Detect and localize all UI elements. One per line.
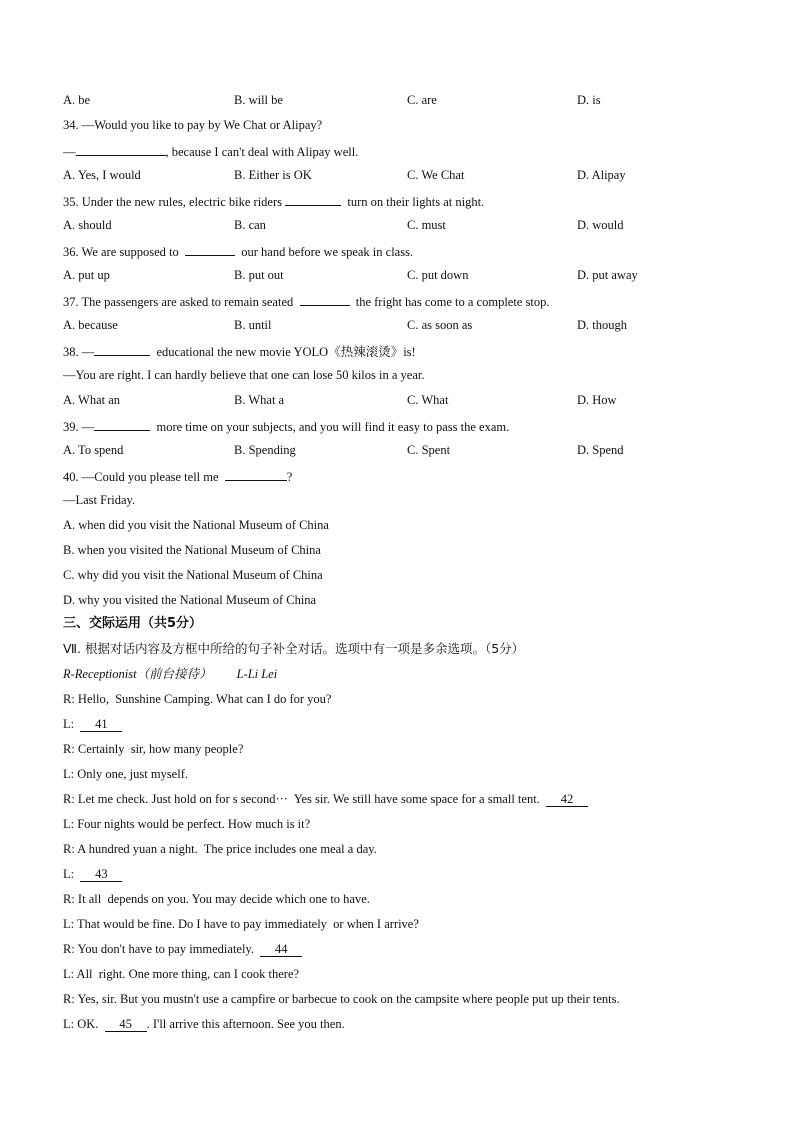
option-b[interactable]: B. What a — [234, 393, 285, 407]
option-a[interactable]: A. To spend — [63, 443, 124, 457]
q35-text-post: turn on their lights at night. — [347, 195, 485, 209]
role-li-lei: L-Li Lei — [236, 667, 278, 681]
dialogue-line: L: All right. One more thing, can I cook there? — [63, 967, 300, 981]
q40-option-b[interactable]: B. when you visited the National Museum of China — [63, 543, 321, 557]
option-c[interactable]: C. are — [407, 93, 437, 107]
option-d[interactable]: D. put away — [577, 268, 638, 282]
speaker-label: L: — [63, 867, 75, 881]
dialogue-line: R: Yes, sir. But you mustn't use a campfire or barbecue to cook on the campsite where people put up their tents. — [63, 992, 620, 1006]
dialogue-text: R: Let me check. Just hold on for s second··· Yes sir. We still have some space for a small tent. — [63, 792, 540, 806]
answer-blank[interactable] — [300, 292, 350, 306]
q40-text-post: ? — [286, 470, 293, 484]
option-a[interactable]: A. because — [63, 318, 118, 332]
dialogue-line — [63, 866, 122, 882]
q36-text-pre: 36. We are supposed to — [63, 245, 179, 259]
dialogue-text: R: You don't have to pay immediately. — [63, 942, 255, 956]
option-c[interactable]: C. must — [407, 218, 446, 232]
option-a[interactable]: A. be — [63, 93, 91, 107]
dialogue-line — [63, 791, 588, 807]
q37-stem — [63, 292, 549, 310]
option-c[interactable]: C. Spent — [407, 443, 451, 457]
q40-option-a[interactable]: A. when did you visit the National Museum of China — [63, 518, 329, 532]
dialogue-line — [63, 716, 122, 732]
answer-blank[interactable] — [94, 417, 150, 431]
dialogue-line: R: Hello, Sunshine Camping. What can I do for you? — [63, 692, 332, 706]
dialogue-line: R: Certainly sir, how many people? — [63, 742, 244, 756]
option-a[interactable]: A. put up — [63, 268, 110, 282]
blank-43[interactable]: 43 — [80, 867, 122, 882]
q38-reply: —You are right. I can hardly believe that one can lose 50 kilos in a year. — [63, 368, 425, 382]
option-c[interactable]: C. What — [407, 393, 449, 407]
dialogue-line: L: That would be fine. Do I have to pay immediately or when I arrive? — [63, 917, 419, 931]
option-d[interactable]: D. though — [577, 318, 627, 332]
option-b[interactable]: B. Spending — [234, 443, 296, 457]
q35-text-pre: 35. Under the new rules, electric bike riders — [63, 195, 283, 209]
q34-reply: — , because I can't deal with Alipay well. — [63, 142, 358, 160]
option-d[interactable]: D. would — [577, 218, 624, 232]
answer-blank[interactable] — [76, 142, 166, 156]
blank-41[interactable]: 41 — [80, 717, 122, 732]
section-instruction: Ⅶ. 根据对话内容及方框中所给的句子补全对话。选项中有一项是多余选项。（5分） — [63, 641, 525, 656]
option-d[interactable]: D. is — [577, 93, 601, 107]
q37-text-post: the fright has come to a complete stop. — [355, 295, 550, 309]
blank-45[interactable]: 45 — [105, 1017, 147, 1032]
q38-text-post: educational the new movie YOLO《热辣滚烫》is! — [156, 345, 416, 359]
answer-blank[interactable] — [94, 342, 150, 356]
option-b[interactable]: B. until — [234, 318, 272, 332]
option-b[interactable]: B. can — [234, 218, 266, 232]
dialogue-text: . I'll arrive this afternoon. See you then. — [146, 1017, 345, 1031]
q36-stem — [63, 242, 413, 260]
q40-reply: —Last Friday. — [63, 493, 136, 507]
q34-stem: 34. —Would you like to pay by We Chat or Alipay? — [63, 118, 323, 132]
role-legend — [63, 666, 277, 682]
q39-text-pre: 39. — — [63, 420, 95, 434]
option-b[interactable]: B. will be — [234, 93, 283, 107]
answer-blank[interactable] — [225, 467, 287, 481]
answer-blank[interactable] — [285, 192, 341, 206]
option-c[interactable]: C. as soon as — [407, 318, 473, 332]
option-c[interactable]: C. We Chat — [407, 168, 465, 182]
option-a[interactable]: A. should — [63, 218, 112, 232]
q39-text-post: more time on your subjects, and you will find it easy to pass the exam. — [156, 420, 510, 434]
dialogue-line — [63, 941, 302, 957]
speaker-label: L: — [63, 717, 75, 731]
q40-text-pre: 40. —Could you please tell me — [63, 470, 219, 484]
q39-stem — [63, 417, 509, 435]
option-c[interactable]: C. put down — [407, 268, 469, 282]
option-d[interactable]: D. How — [577, 393, 617, 407]
q40-stem — [63, 467, 292, 485]
dialogue-line: L: Four nights would be perfect. How much is it? — [63, 817, 311, 831]
dialogue-line: L: Only one, just myself. — [63, 767, 188, 781]
option-a[interactable]: A. What an — [63, 393, 121, 407]
dialogue-line: R: A hundred yuan a night. The price includes one meal a day. — [63, 842, 377, 856]
answer-blank[interactable] — [185, 242, 235, 256]
option-d[interactable]: D. Alipay — [577, 168, 626, 182]
option-d[interactable]: D. Spend — [577, 443, 624, 457]
speaker-label: L: OK. — [63, 1017, 99, 1031]
q38-stem — [63, 342, 416, 360]
blank-42[interactable]: 42 — [546, 792, 588, 807]
role-receptionist: R-Receptionist（前台接待） — [63, 667, 212, 681]
dialogue-line — [63, 1016, 345, 1032]
q35-stem — [63, 192, 484, 210]
q38-text-pre: 38. — — [63, 345, 95, 359]
option-b[interactable]: B. Either is OK — [234, 168, 312, 182]
q36-text-post: our hand before we speak in class. — [241, 245, 414, 259]
section-heading: 三、交际运用（共5分） — [63, 616, 203, 631]
q40-option-c[interactable]: C. why did you visit the National Museum of China — [63, 568, 323, 582]
blank-44[interactable]: 44 — [260, 942, 302, 957]
dialogue-line: R: It all depends on you. You may decide which one to have. — [63, 892, 370, 906]
q37-text-pre: 37. The passengers are asked to remain seated — [63, 295, 294, 309]
option-a[interactable]: A. Yes, I would — [63, 168, 141, 182]
q34-reply-text: , because I can't deal with Alipay well. — [165, 145, 359, 159]
q40-option-d[interactable]: D. why you visited the National Museum of China — [63, 593, 317, 607]
option-b[interactable]: B. put out — [234, 268, 284, 282]
